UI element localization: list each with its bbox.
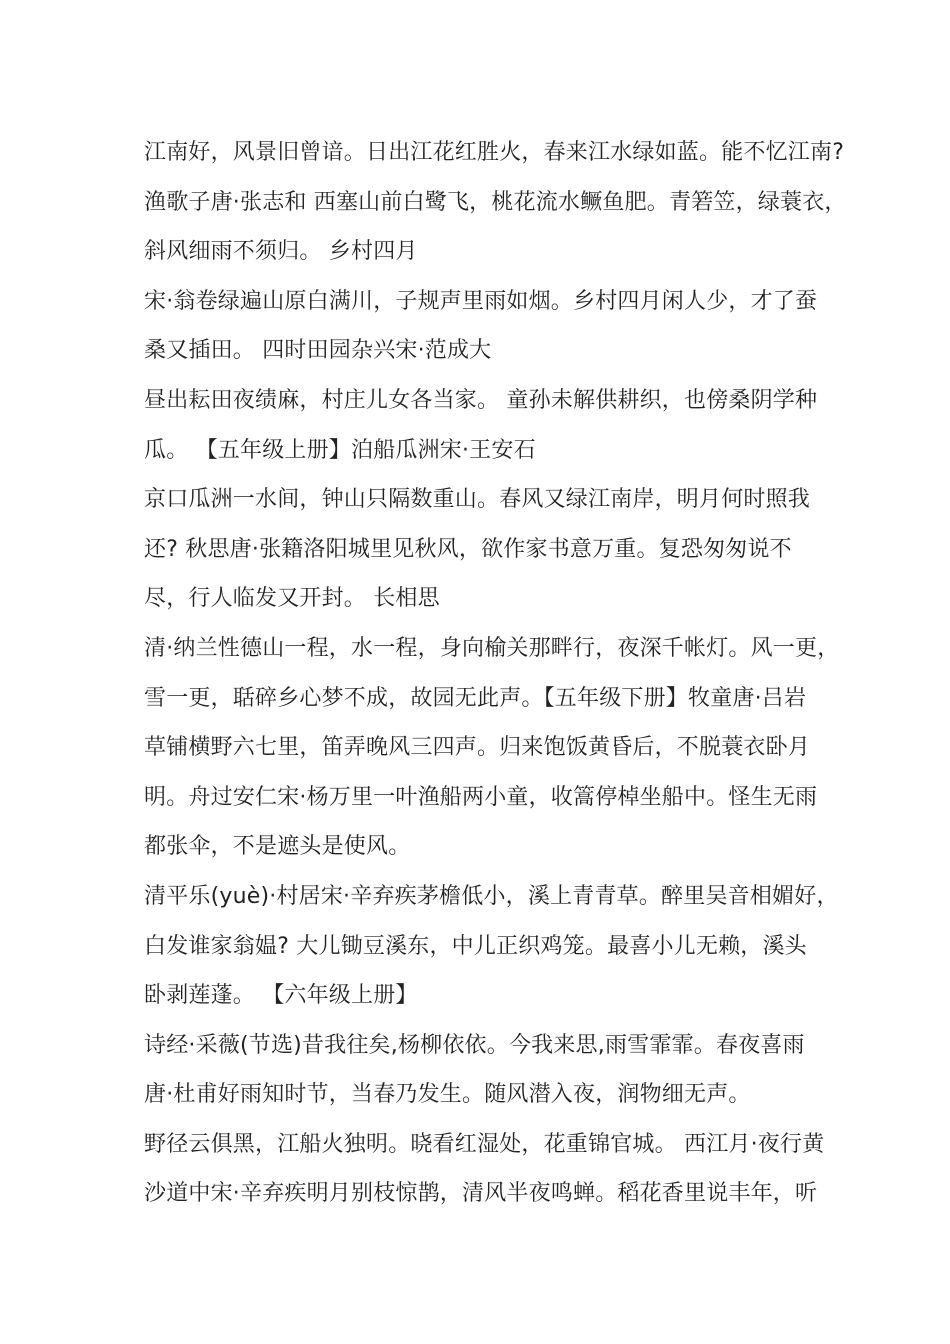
text-line: 宋·翁卷绿遍山原白满川，子规声里雨如烟。乡村四月闲人少，才了蚕 xyxy=(144,288,818,314)
text-line: 都张伞，不是遮头是使风。 xyxy=(144,834,411,860)
text-line: 野径云俱黑，江船火独明。晓看红湿处，花重锦官城。 西江月·夜行黄 xyxy=(144,1131,825,1157)
poem-text-block xyxy=(144,128,847,1219)
text-line: 清平乐(yuè)·村居宋·辛弃疾茅檐低小，溪上青青草。醉里吴音相媚好， xyxy=(144,883,839,909)
text-line: 明。舟过安仁宋·杨万里一叶渔船两小童，收篙停棹坐船中。怪生无雨 xyxy=(144,784,818,810)
text-line: 江南好，风景旧曾谙。日出江花红胜火，春来江水绿如蓝。能不忆江南? xyxy=(144,140,845,165)
text-line: 斜风细雨不须归。 乡村四月 xyxy=(144,239,418,265)
text-line: 草铺横野六七里，笛弄晚风三四声。归来饱饭黄昏后，不脱蓑衣卧月 xyxy=(144,735,811,761)
text-line: 渔歌子唐·张志和 西塞山前白鹭飞，桃花流水鳜鱼肥。青箬笠，绿蓑衣， xyxy=(144,189,847,215)
text-line: 清·纳兰性德山一程，水一程，身向榆关那畔行，夜深千帐灯。风一更， xyxy=(144,635,840,661)
text-line: 雪一更，聒碎乡心梦不成，故园无此声。【五年级下册】牧童唐·吕岩 xyxy=(144,685,807,711)
text-line: 京口瓜洲一水间，钟山只隔数重山。春风又绿江南岸，明月何时照我 xyxy=(144,487,811,513)
text-line: 昼出耘田夜绩麻，村庄儿女各当家。 童孙未解供耕织，也傍桑阴学种 xyxy=(144,387,818,413)
text-line: 卧剥莲蓬。 【六年级上册】 xyxy=(144,983,418,1009)
text-line: 还? 秋思唐·张籍洛阳城里见秋风，欲作家书意万重。复恐匆匆说不 xyxy=(144,536,792,562)
text-line: 尽，行人临发又开封。 长相思 xyxy=(144,586,440,612)
text-line: 瓜。 【五年级上册】泊船瓜洲宋·王安石 xyxy=(144,437,536,463)
text-line: 白发谁家翁媪? 大儿锄豆溪东，中儿正织鸡笼。最喜小儿无赖，溪头 xyxy=(144,933,807,959)
text-line: 沙道中宋·辛弃疾明月别枝惊鹊，清风半夜鸣蝉。稻花香里说丰年，听 xyxy=(144,1181,818,1207)
text-line: 唐·杜甫好雨知时节，当春乃发生。随风潜入夜，润物细无声。 xyxy=(144,1082,751,1108)
text-line: 桑又插田。 四时田园杂兴宋·范成大 xyxy=(144,338,492,364)
text-line: 诗经·采薇(节选)昔我往矣,杨柳依依。今我来思,雨雪霏霏。春夜喜雨 xyxy=(144,1032,805,1058)
